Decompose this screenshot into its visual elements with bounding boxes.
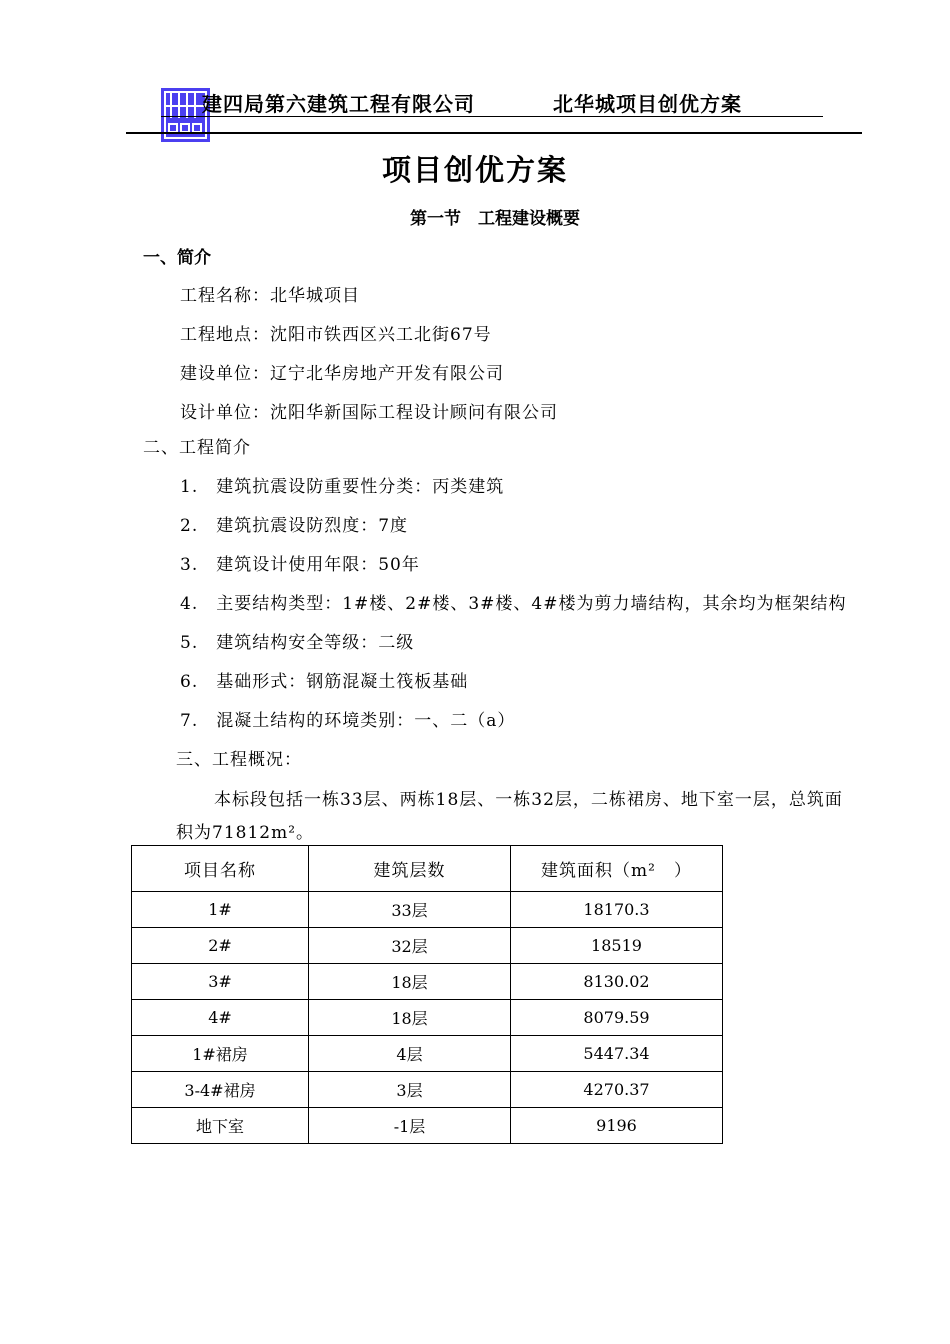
table-cell: 2# — [132, 928, 309, 964]
table-cell: 32层 — [309, 928, 511, 964]
intro-line: 建设单位：辽宁北华房地产开发有限公司 — [180, 364, 504, 384]
intro-line: 设计单位：沈阳华新国际工程设计顾问有限公司 — [180, 403, 558, 423]
table-row — [132, 928, 723, 964]
engineering-item: 7. 混凝土结构的环境类别：一、二（a） — [180, 711, 516, 731]
table-cell: 4270.37 — [511, 1072, 723, 1108]
building-area-table — [131, 845, 723, 1144]
engineering-heading: 二、工程简介 — [143, 438, 251, 458]
column-header: 项目名称 — [132, 846, 309, 892]
table-cell: 9196 — [511, 1108, 723, 1144]
table-row — [132, 964, 723, 1000]
intro-line: 工程地点：沈阳市铁西区兴工北街67号 — [180, 325, 492, 345]
column-header: 建筑层数 — [309, 846, 511, 892]
table-row — [132, 1036, 723, 1072]
overview-paragraph-cont: 积为71812m²。 — [176, 823, 315, 843]
header-company-name: 建四局第六建筑工程有限公司 — [202, 92, 475, 116]
table-cell: 地下室 — [132, 1108, 309, 1144]
table-cell: 18170.3 — [511, 892, 723, 928]
table-header-row — [132, 846, 723, 892]
engineering-item: 1. 建筑抗震设防重要性分类：丙类建筑 — [180, 477, 505, 497]
overview-paragraph: 本标段包括一栋33层、两栋18层、一栋32层，二栋裙房、地下室一层，总筑面 — [214, 790, 843, 810]
intro-line: 工程名称：北华城项目 — [180, 286, 360, 306]
table-cell: 8130.02 — [511, 964, 723, 1000]
table-cell: 3-4#裙房 — [132, 1072, 309, 1108]
table-cell: 3层 — [309, 1072, 511, 1108]
table-cell: 1# — [132, 892, 309, 928]
engineering-item: 3. 建筑设计使用年限：50年 — [180, 555, 420, 575]
column-header: 建筑面积（m² ） — [511, 846, 723, 892]
table-row — [132, 1108, 723, 1144]
table-cell: 4层 — [309, 1036, 511, 1072]
section-title: 第一节 工程建设概要 — [410, 209, 580, 229]
intro-heading: 一、简介 — [143, 248, 211, 268]
header-divider — [161, 116, 823, 117]
table-row — [132, 892, 723, 928]
table-row — [132, 1072, 723, 1108]
engineering-item: 2. 建筑抗震设防烈度：7度 — [180, 516, 409, 536]
table-cell: 3# — [132, 964, 309, 1000]
table-row — [132, 1000, 723, 1036]
table-cell: 1#裙房 — [132, 1036, 309, 1072]
table-cell: 33层 — [309, 892, 511, 928]
overview-heading: 三、工程概况： — [176, 750, 302, 770]
header-project-name: 北华城项目创优方案 — [553, 92, 742, 116]
table-cell: -1层 — [309, 1108, 511, 1144]
engineering-item: 5. 建筑结构安全等级：二级 — [180, 633, 415, 653]
engineering-item: 4. 主要结构类型：1#楼、2#楼、3#楼、4#楼为剪力墙结构，其余均为框架结构 — [180, 594, 847, 614]
table-cell: 4# — [132, 1000, 309, 1036]
table-cell: 18层 — [309, 1000, 511, 1036]
header-divider-thick — [126, 132, 862, 134]
engineering-item: 6. 基础形式：钢筋混凝土筏板基础 — [180, 672, 469, 692]
table-cell: 5447.34 — [511, 1036, 723, 1072]
table-cell: 8079.59 — [511, 1000, 723, 1036]
table-cell: 18层 — [309, 964, 511, 1000]
document-title: 项目创优方案 — [381, 153, 568, 187]
table-cell: 18519 — [511, 928, 723, 964]
